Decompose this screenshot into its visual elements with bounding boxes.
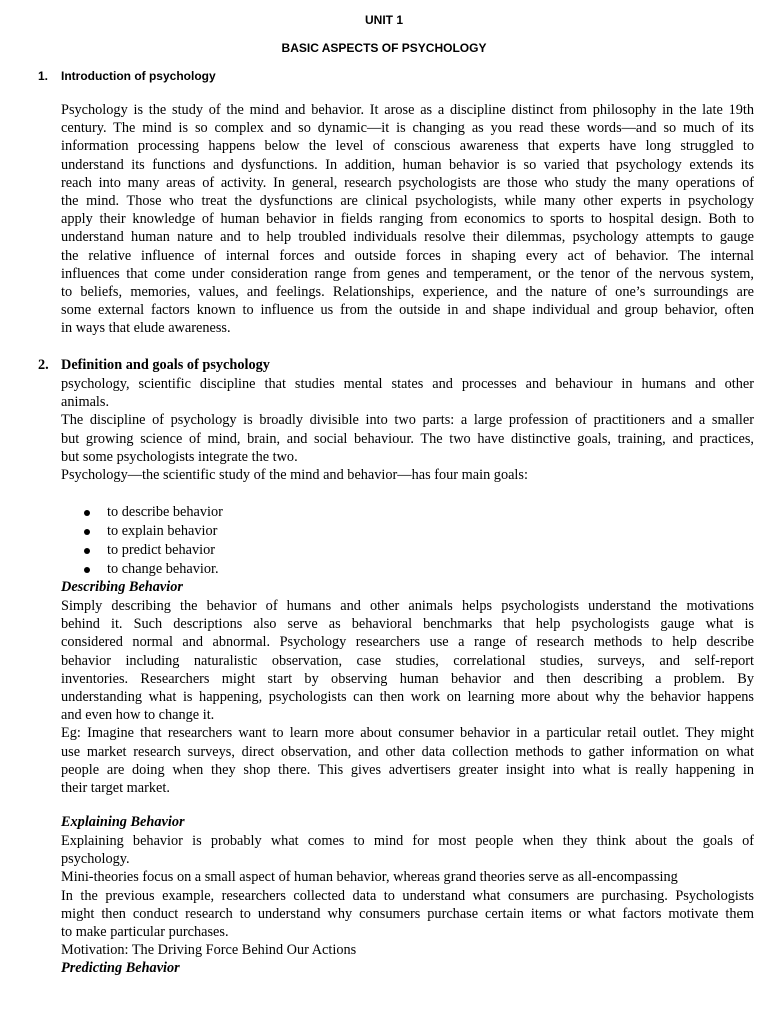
paragraph-line: to beliefs, memories, values, and feelings. Relationships, experience, and the nature of one’s surroundings are [61,283,754,300]
bullet-icon [84,510,90,516]
bullet-icon [84,567,90,573]
bullet-icon [84,529,90,535]
paragraph-line: Motivation: The Driving Force Behind Our Actions [61,942,357,959]
paragraph-line: Simply describing the behavior of humans and other animals helps psychologists understand the motivations [61,598,754,614]
paragraph-line: understanding what is happening, psychologists can then work on learning more about why the behavior happens [61,688,754,705]
paragraph-line: in ways that elude awareness. [61,320,231,337]
paragraph-line: the relative influence of internal forces and outside forces in shaping every act of behavior. The internal [61,247,754,264]
section-1-paragraph [61,101,754,337]
paragraph-line: reach into many areas of activity. In general, research psychologists are those who study the many operations of [61,174,754,191]
paragraph-line: might then conduct research to understand why consumers purchase certain items or what factors motivate them [61,905,754,922]
explaining-behavior-paragraph [61,832,754,959]
paragraph-line: understand human nature and to help troubled individuals resolve their dilemmas, psychology attempts to gauge [61,229,754,246]
paragraph-line: psychology, scientific discipline that studies mental states and processes and behaviour in humans and other [61,376,754,392]
paragraph-line: century. The mind is so complex and so dynamic—it is changing as you read these words—and so much of its [61,120,754,137]
paragraph-line: apply their knowledge of human behavior in fields ranging from economics to sports to hospital design. Both to [61,211,754,228]
goal-text: to explain behavior [107,523,218,539]
paragraph-line: Eg: Imagine that researchers want to learn more about consumer behavior in a particular retail outlet. They might [61,725,754,742]
paragraph-line: the mind. Those who treat the dysfunctions are clinical psychologists, while many other experts in psychology [61,192,754,209]
unit-heading: UNIT 1 [364,13,403,27]
paragraph-line: understand its functions and dysfunctions. In addition, human behavior is so varied that psychology extends its [61,156,754,173]
paragraph-line: information processing happens below the level of conscious awareness that experts have long struggled to [61,138,754,155]
paragraph-line: considered normal and abnormal. Psychology researchers use a range of research methods to help describe [61,634,754,651]
paragraph-line: Psychology—the scientific study of the mind and behavior—has four main goals: [61,466,528,483]
goal-text: to describe behavior [107,504,223,520]
paragraph-line: Explaining behavior is probably what comes to mind for most people when they think about the goals of [61,833,754,849]
list-item [84,503,223,522]
paragraph-line: some external factors known to influence us from the outside in and shape individual and group behavior, often [61,302,754,319]
paragraph-line: influences that come under consideration range from genes and temperament, or the tenor of the nervous system, [61,265,754,282]
bullet-icon [84,548,90,554]
list-item [84,560,223,579]
section-2-title: Definition and goals of psychology [61,357,270,373]
paragraph-line: behind it. Such descriptions also serve as behavioral benchmarks that help psychologists gauge what is [61,616,754,633]
predicting-behavior-heading: Predicting Behavior [61,960,180,976]
paragraph-line: Mini-theories focus on a small aspect of human behavior, whereas grand theories serve as all-encompassing [61,869,678,886]
section-2-number: 2. [38,357,49,373]
describing-behavior-paragraph [61,597,754,797]
paragraph-line: to make particular purchases. [61,923,229,940]
paragraph-line: animals. [61,394,110,411]
paragraph-line: The discipline of psychology is broadly divisible into two parts: a large profession of practitioners and a smaller [61,412,754,429]
section-1-title: Introduction of psychology [61,69,216,83]
paragraph-line: psychology. [61,851,130,868]
list-item [84,541,223,560]
paragraph-line: but some psychologists integrate the two. [61,448,298,465]
paragraph-line: their target market. [61,779,170,796]
paragraph-line: Psychology is the study of the mind and behavior. It arose as a discipline distinct from philosophy in the late 19th [61,102,754,118]
paragraph-line: behavior including naturalistic observation, case studies, correlational studies, surveys, and self-report [61,652,754,669]
goal-text: to predict behavior [107,542,215,558]
describing-behavior-heading: Describing Behavior [61,579,183,595]
document-title: BASIC ASPECTS OF PSYCHOLOGY [281,41,487,55]
paragraph-line: people are doing when they shop there. This gives advertisers greater insight into what is really happening in [61,761,754,778]
paragraph-line: use market research surveys, direct observation, and other data collection methods to gather information on what [61,743,754,760]
paragraph-line: but growing science of mind, brain, and social behaviour. The two have distinctive goals, training, and practices, [61,430,754,447]
paragraph-line: inventories. Researchers might start by observing human behavior and then describing a problem. By [61,670,754,687]
paragraph-line: In the previous example, researchers collected data to understand what consumers are purchasing. Psychologists [61,887,754,904]
goals-list [84,503,223,579]
list-item [84,522,223,541]
goal-text: to change behavior. [107,561,219,577]
section-2-paragraph [61,375,754,484]
explaining-behavior-heading: Explaining Behavior [61,814,185,830]
paragraph-line: and even how to change it. [61,707,215,724]
section-1-number: 1. [38,69,49,83]
